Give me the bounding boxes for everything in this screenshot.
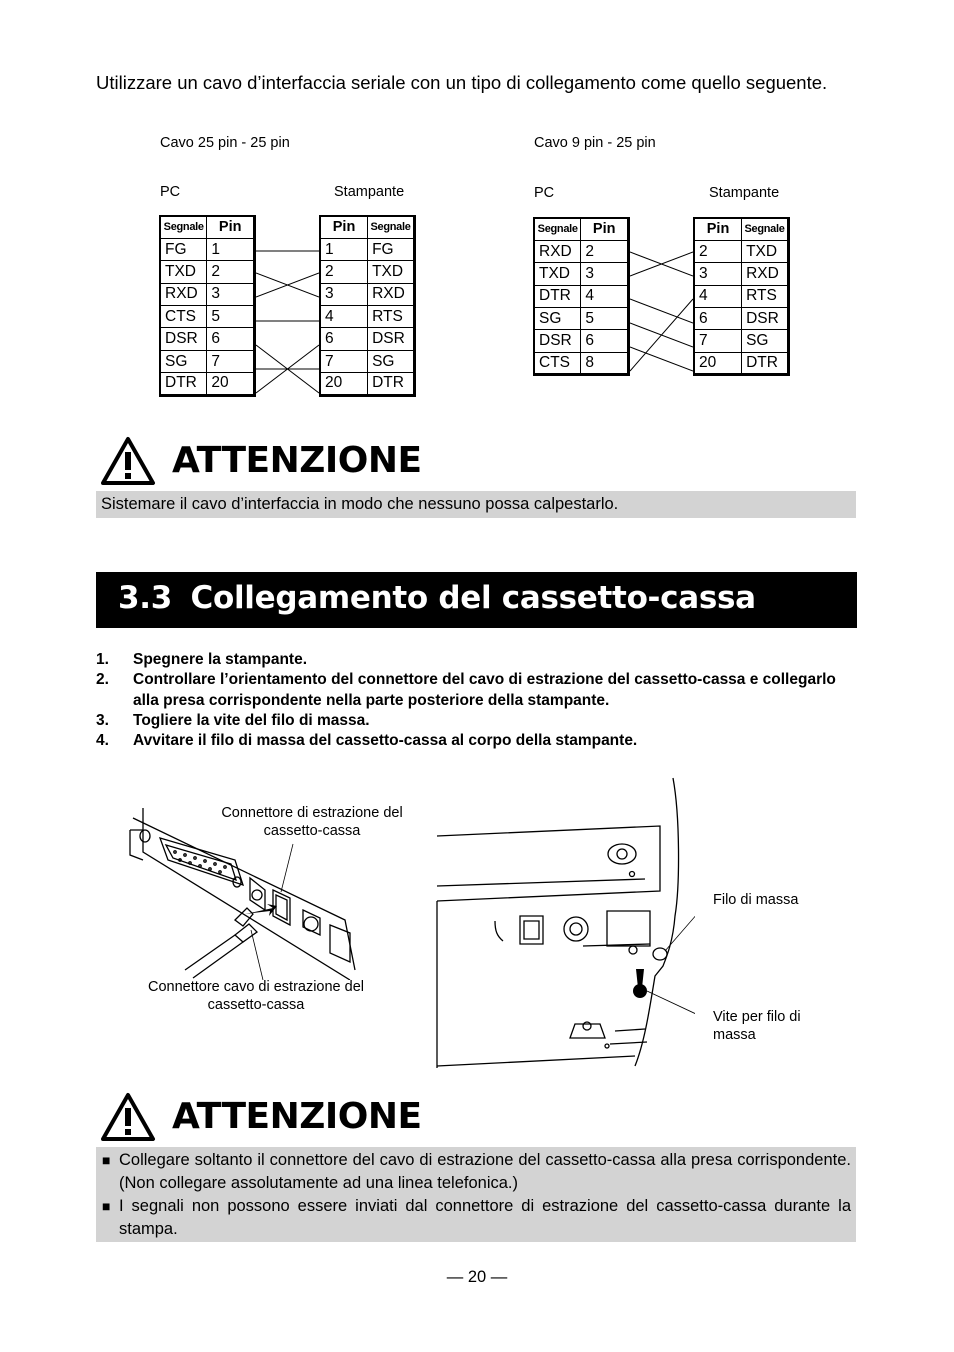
col-signal: Segnale xyxy=(742,218,789,240)
pin-cell: 6 xyxy=(207,328,255,350)
step-number: 4. xyxy=(96,732,109,750)
warning1-title: ATTENZIONE xyxy=(172,440,422,481)
signal-cell: TXD xyxy=(160,261,207,283)
step-number: 1. xyxy=(96,651,109,668)
col-signal: Segnale xyxy=(160,216,207,238)
pin-cell: 8 xyxy=(581,352,629,374)
table-row xyxy=(320,238,415,260)
table-row xyxy=(160,238,255,260)
pin-cell: 3 xyxy=(207,283,255,305)
pin-cell: 3 xyxy=(581,263,629,285)
signal-cell: DSR xyxy=(368,328,415,350)
label-ground-wire: Filo di massa xyxy=(713,892,799,908)
cable25-printer-label: Stampante xyxy=(334,184,405,200)
table-row xyxy=(320,350,415,372)
pin-cell: 4 xyxy=(320,306,368,328)
signal-cell: SG xyxy=(368,350,415,372)
signal-cell: RTS xyxy=(368,306,415,328)
table-row xyxy=(160,261,255,283)
section-header xyxy=(96,572,857,628)
signal-cell: SG xyxy=(534,308,581,330)
bullet-text: I segnali non possono essere inviati dal connettore di estrazione del cassetto-cassa durante la stampa. xyxy=(119,1197,851,1238)
cable25-pc-table xyxy=(159,215,256,397)
col-pin: Pin xyxy=(581,218,629,240)
table-row xyxy=(694,240,789,262)
step-text: Controllare l’orientamento del connettore del cavo di estrazione del cassetto-cassa e collegarlo alla presa corrispondente nella parte posteriore della stampante. xyxy=(133,671,836,709)
warning1-box xyxy=(96,491,856,518)
pin-cell: 6 xyxy=(320,328,368,350)
list-item xyxy=(96,731,866,751)
table-row xyxy=(160,373,255,395)
signal-cell: DTR xyxy=(160,373,207,395)
col-signal: Segnale xyxy=(534,218,581,240)
signal-cell: CTS xyxy=(160,306,207,328)
signal-cell: FG xyxy=(160,238,207,260)
table-row xyxy=(694,330,789,352)
col-pin: Pin xyxy=(320,216,368,238)
table-row xyxy=(160,306,255,328)
table-row xyxy=(694,285,789,307)
cable25-title: Cavo 25 pin - 25 pin xyxy=(160,135,290,151)
table-row xyxy=(694,308,789,330)
table-row xyxy=(534,240,629,262)
pin-cell: 7 xyxy=(207,350,255,372)
table-row xyxy=(534,352,629,374)
table-row xyxy=(160,350,255,372)
table-row xyxy=(694,263,789,285)
signal-cell: RTS xyxy=(742,285,789,307)
pin-cell: 20 xyxy=(694,352,742,374)
pin-cell: 1 xyxy=(207,238,255,260)
signal-cell: DTR xyxy=(742,352,789,374)
list-item xyxy=(96,650,866,670)
pin-cell: 1 xyxy=(320,238,368,260)
label-drawer-connector: Connettore di estrazione del cassetto-cassa xyxy=(221,805,403,839)
pin-cell: 4 xyxy=(581,285,629,307)
table-row xyxy=(534,330,629,352)
table-row xyxy=(320,283,415,305)
table-row xyxy=(534,263,629,285)
col-signal: Segnale xyxy=(368,216,415,238)
pin-cell: 3 xyxy=(694,263,742,285)
cable9-pc-table xyxy=(533,217,630,376)
signal-cell: TXD xyxy=(742,240,789,262)
pin-cell: 5 xyxy=(207,306,255,328)
bullet-text: Collegare soltanto il connettore del cavo di estrazione del cassetto-cassa alla presa corrispondente. (Non collegare assolutamente ad una linea telefonica.) xyxy=(119,1151,851,1192)
signal-cell: DTR xyxy=(368,373,415,395)
step-text: Togliere la vite del filo di massa. xyxy=(133,711,370,729)
bullet-icon: ■ xyxy=(102,1198,111,1214)
col-pin: Pin xyxy=(207,216,255,238)
pin-cell: 5 xyxy=(581,308,629,330)
table-row xyxy=(320,261,415,283)
pin-cell: 6 xyxy=(694,308,742,330)
cable9-wiring xyxy=(630,217,693,387)
signal-cell: RXD xyxy=(742,263,789,285)
cable25-printer-table xyxy=(319,215,416,397)
pin-cell: 2 xyxy=(207,261,255,283)
pin-cell: 20 xyxy=(207,373,255,395)
label-drawer-cable-connector: Connettore cavo di estrazione del cassetto-cassa xyxy=(147,979,365,1013)
signal-cell: DSR xyxy=(160,328,207,350)
cable9-printer-table xyxy=(693,217,790,376)
cable9-title: Cavo 9 pin - 25 pin xyxy=(534,135,656,151)
signal-cell: RXD xyxy=(160,283,207,305)
signal-cell: FG xyxy=(368,238,415,260)
warning2-box xyxy=(96,1147,856,1242)
signal-cell: DTR xyxy=(534,285,581,307)
list-item xyxy=(102,1195,851,1241)
signal-cell: DSR xyxy=(742,308,789,330)
warning-triangle-icon xyxy=(100,436,156,486)
warning1-text: Sistemare il cavo d’interfaccia in modo che nessuno possa calpestarlo. xyxy=(101,495,619,513)
label-ground-screw: Vite per filo di massa xyxy=(713,1009,801,1043)
signal-cell: SG xyxy=(160,350,207,372)
step-text: Spegnere la stampante. xyxy=(133,651,308,668)
signal-cell: DSR xyxy=(534,330,581,352)
table-row xyxy=(160,283,255,305)
printer-back-illustration xyxy=(435,776,695,1068)
pin-cell: 2 xyxy=(320,261,368,283)
section-number: 3.3 xyxy=(118,580,173,616)
step-number: 3. xyxy=(96,711,109,729)
list-item xyxy=(96,670,866,711)
table-row xyxy=(320,328,415,350)
wire-cts-rts xyxy=(630,299,693,371)
signal-cell: RXD xyxy=(534,240,581,262)
pin-cell: 6 xyxy=(581,330,629,352)
pin-cell: 2 xyxy=(581,240,629,262)
table-row xyxy=(534,308,629,330)
step-text: Avvitare il filo di massa del cassetto-cassa al corpo della stampante. xyxy=(133,732,638,750)
intro-text: Utilizzare un cavo d’interfaccia seriale con un tipo di collegamento come quello seguente. xyxy=(96,72,828,93)
warning-triangle-icon xyxy=(100,1092,156,1142)
pin-cell: 4 xyxy=(694,285,742,307)
table-row xyxy=(694,352,789,374)
pin-cell: 3 xyxy=(320,283,368,305)
signal-cell: RXD xyxy=(368,283,415,305)
cable25-pc-label: PC xyxy=(160,184,181,200)
table-row xyxy=(160,328,255,350)
steps-list xyxy=(96,650,866,751)
signal-cell: TXD xyxy=(368,261,415,283)
pin-cell: 7 xyxy=(320,350,368,372)
signal-cell: TXD xyxy=(534,263,581,285)
table-row xyxy=(534,285,629,307)
page-number: — 20 — xyxy=(446,1268,508,1286)
pin-cell: 20 xyxy=(320,373,368,395)
pin-cell: 7 xyxy=(694,330,742,352)
table-row xyxy=(320,306,415,328)
section-title: Collegamento del cassetto-cassa xyxy=(190,580,756,616)
signal-cell: CTS xyxy=(534,352,581,374)
bullet-icon: ■ xyxy=(102,1152,111,1168)
col-pin: Pin xyxy=(694,218,742,240)
table-row xyxy=(320,373,415,395)
list-item xyxy=(102,1149,851,1195)
wire-dtr-dsr xyxy=(630,299,693,323)
signal-cell: SG xyxy=(742,330,789,352)
wire-dsr-dtr xyxy=(630,347,693,371)
warning2-title: ATTENZIONE xyxy=(172,1096,422,1137)
cable25-wiring xyxy=(256,215,319,410)
step-number: 2. xyxy=(96,671,109,689)
cable9-pc-label: PC xyxy=(534,185,555,201)
cable9-printer-label: Stampante xyxy=(709,185,780,201)
list-item xyxy=(96,711,866,731)
pin-cell: 2 xyxy=(694,240,742,262)
